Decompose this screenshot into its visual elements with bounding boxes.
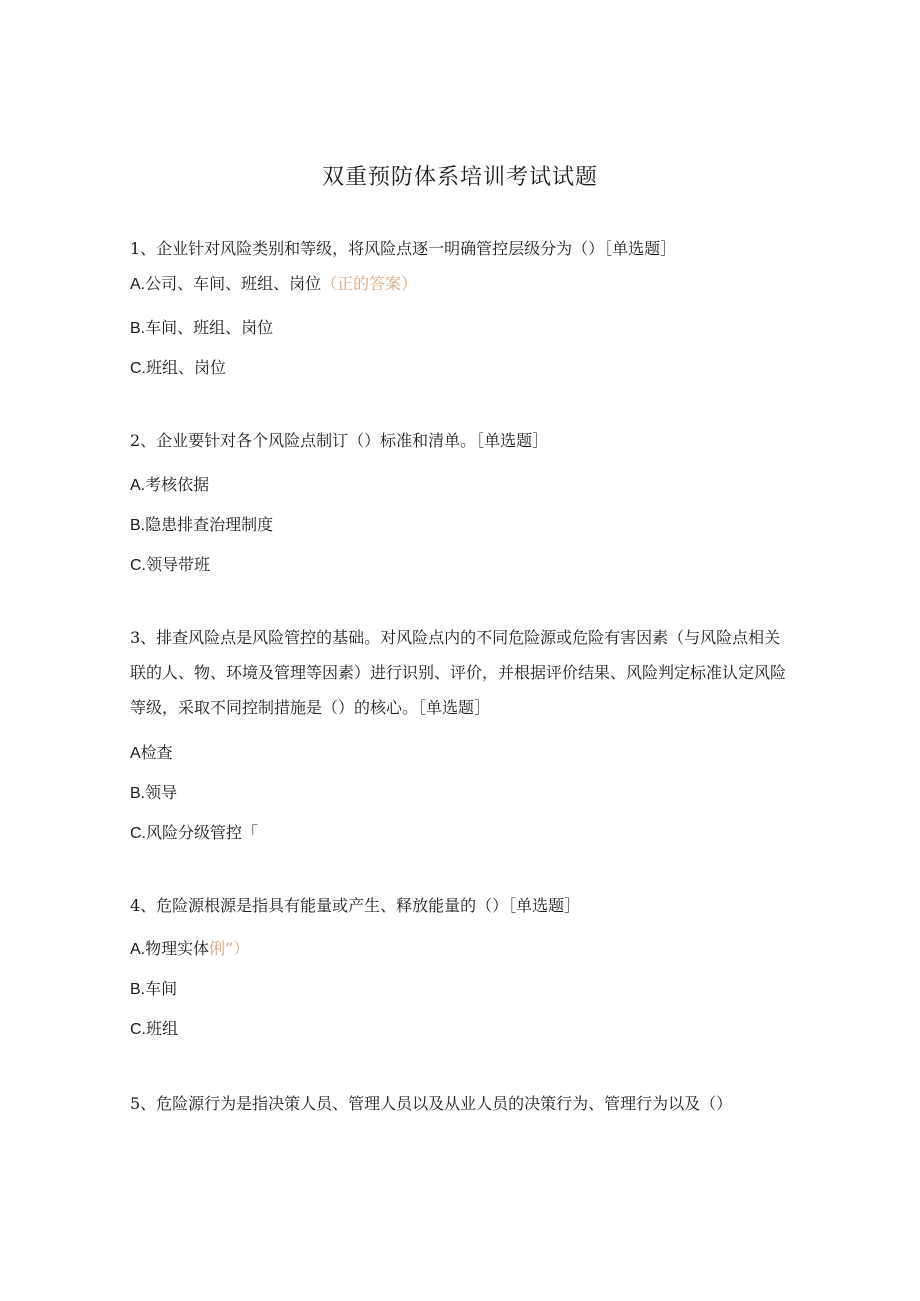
option-key: C.	[130, 360, 146, 377]
question-3	[130, 620, 790, 725]
option-text: 领导	[145, 783, 178, 802]
option-text: 检查	[140, 743, 173, 762]
option-key: A.	[130, 477, 146, 494]
option-a	[130, 937, 249, 962]
option-key: B.	[130, 981, 146, 998]
option-a	[130, 272, 417, 297]
option-a	[130, 741, 173, 766]
question-1	[130, 231, 790, 266]
option-text: 车间、班组、岗位	[145, 318, 274, 337]
answer-note: 俐”）	[209, 939, 250, 958]
option-a	[130, 473, 209, 498]
option-c	[130, 1017, 178, 1042]
option-text: 班组、岗位	[146, 358, 227, 377]
option-text: 班组	[146, 1019, 179, 1038]
page-title: 双重预防体系培训考试试题	[321, 165, 598, 190]
option-key: C.	[130, 557, 146, 574]
option-text: 隐患排查治理制度	[145, 515, 274, 534]
question-5	[130, 1086, 810, 1121]
option-key: A	[130, 745, 141, 762]
option-b	[130, 781, 177, 806]
option-key: B.	[130, 320, 146, 337]
option-b	[130, 513, 273, 538]
option-text: 领导带班	[146, 555, 211, 574]
option-key: A.	[130, 276, 146, 293]
option-text: 考核依据	[145, 475, 210, 494]
option-key: C.	[130, 825, 146, 842]
option-b	[130, 316, 273, 341]
option-c	[130, 553, 210, 578]
answer-note: （正的答案）	[321, 274, 418, 293]
question-4	[130, 888, 790, 923]
option-key: B.	[130, 517, 146, 534]
option-c	[130, 821, 258, 846]
option-key: C.	[130, 1021, 146, 1038]
option-key: A.	[130, 941, 146, 958]
option-text: 风险分级管控「	[146, 823, 259, 842]
option-key: B.	[130, 785, 146, 802]
question-stem: 3、排查风险点是风险管控的基础。对风险点内的不同危险源或危险有害因素（与风险点相关联的人、物、环境及管理等因素）进行识别、评价，并根据评价结果、风险判定标准认定风险等级，采取不同控制措施是（）的核心。［单选题］	[130, 628, 787, 717]
option-text: 物理实体	[145, 939, 210, 958]
question-stem: 2、企业要针对各个风险点制订（）标准和清单。［单选题］	[130, 431, 549, 450]
option-c	[130, 356, 226, 381]
option-text: 车间	[145, 979, 178, 998]
question-stem: 1、企业针对风险类别和等级，将风险点逐一明确管控层级分为（）［单选题］	[130, 239, 677, 258]
option-text: 公司、车间、班组、岗位	[145, 274, 322, 293]
question-2	[130, 423, 790, 458]
option-b	[130, 977, 177, 1002]
question-stem: 5、危险源行为是指决策人员、管理人员以及从业人员的决策行为、管理行为以及（）	[130, 1094, 733, 1113]
question-stem: 4、危险源根源是指具有能量或产生、释放能量的（）［单选题］	[130, 896, 581, 915]
